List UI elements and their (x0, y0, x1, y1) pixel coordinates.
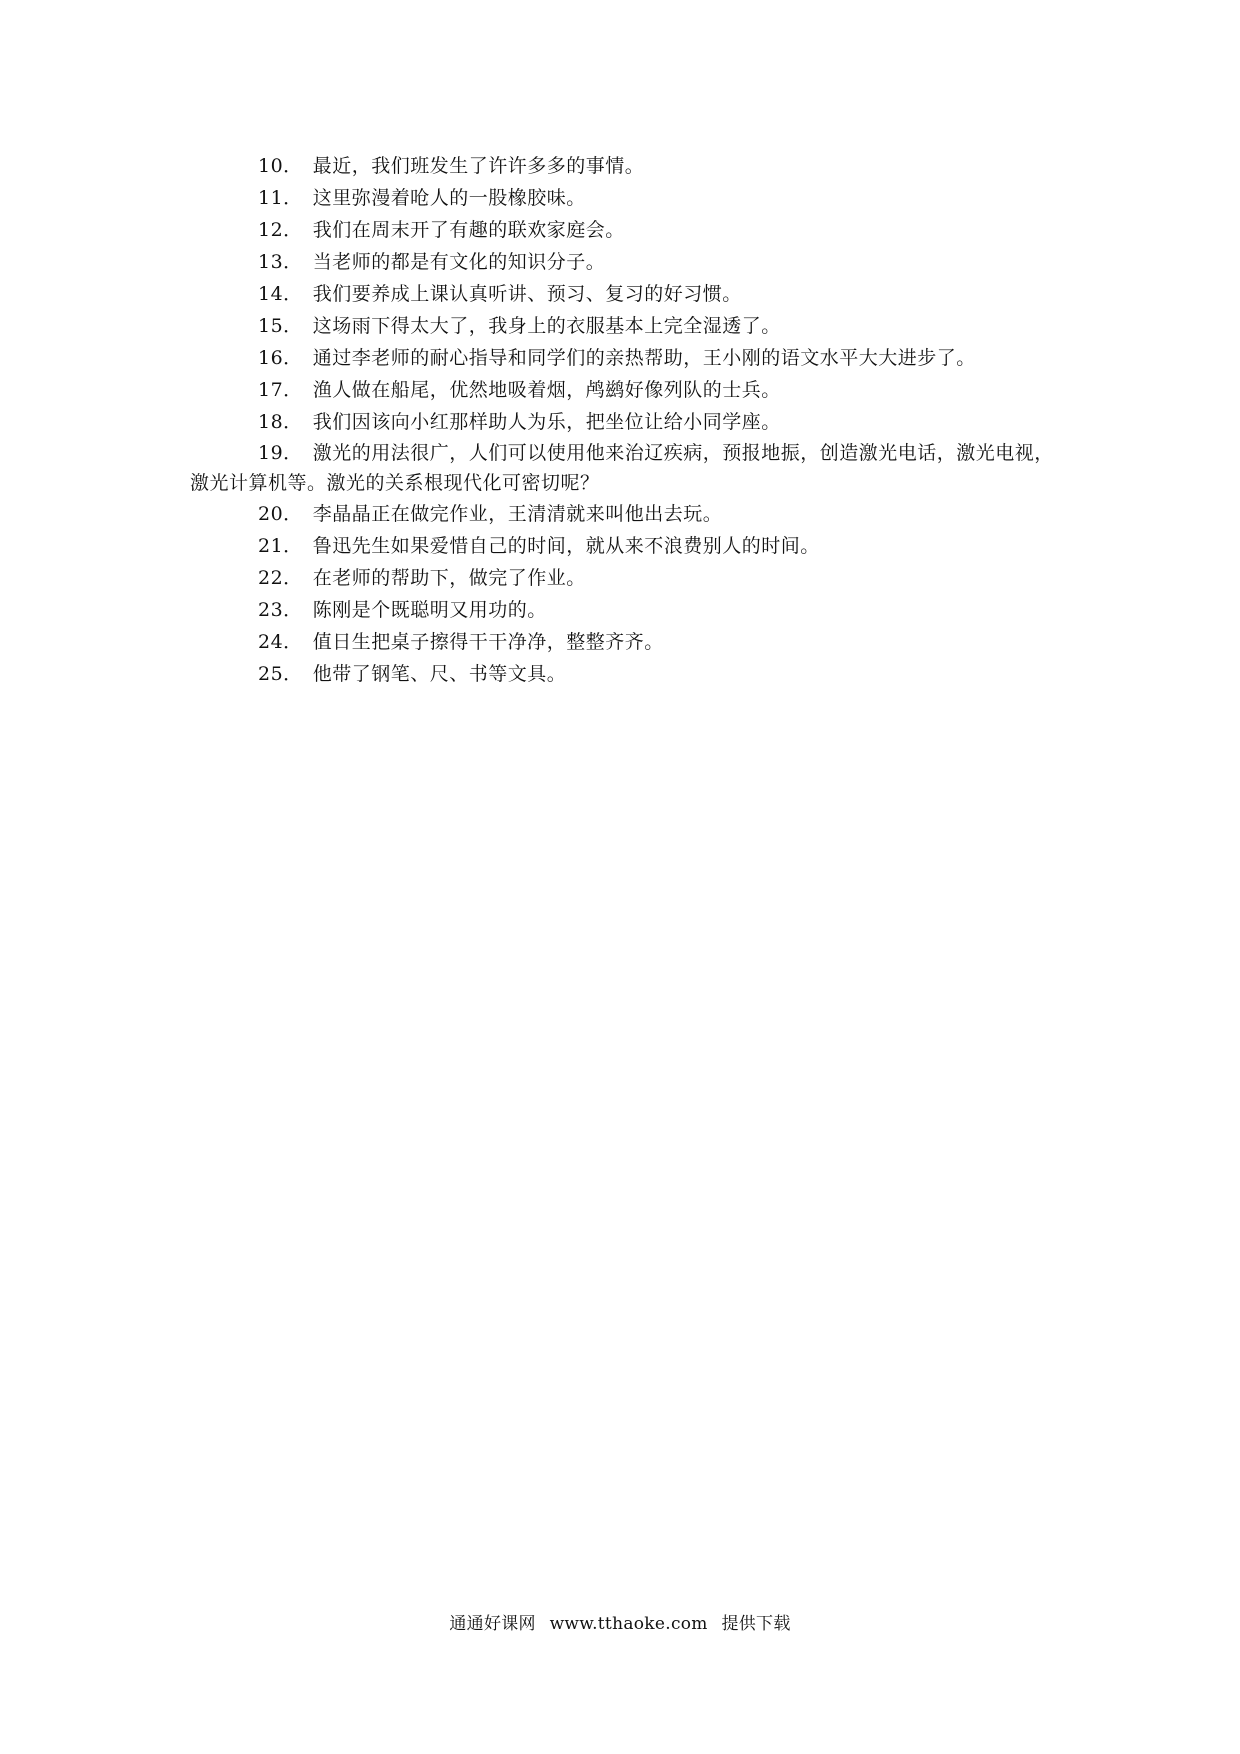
list-item (190, 182, 1070, 214)
item-text: 我们在周末开了有趣的联欢家庭会。 (312, 219, 625, 241)
item-number: 18． (258, 411, 303, 433)
item-number: 13． (258, 251, 303, 273)
item-number: 19． (258, 442, 303, 464)
item-text: 这里弥漫着呛人的一股橡胶味。 (312, 187, 586, 209)
list-item (190, 150, 1070, 182)
list-item (190, 310, 1070, 342)
footer-suffix: 提供下载 (721, 1614, 791, 1634)
item-text: 这场雨下得太大了，我身上的衣服基本上完全湿透了。 (312, 315, 781, 337)
item-number: 11． (258, 187, 303, 209)
item-number: 24． (258, 631, 303, 653)
item-number: 10． (258, 155, 303, 177)
sentence-list (190, 150, 1070, 690)
list-item (190, 498, 1070, 530)
item-text: 我们因该向小红那样助人为乐，把坐位让给小同学座。 (312, 411, 781, 433)
item-number: 12． (258, 219, 303, 241)
item-text: 鲁迅先生如果爱惜自己的时间，就从来不浪费别人的时间。 (312, 535, 820, 557)
item-text: 通过李老师的耐心指导和同学们的亲热帮助，王小刚的语文水平大大进步了。 (312, 347, 976, 369)
item-number: 15． (258, 315, 303, 337)
item-number: 22． (258, 567, 303, 589)
footer-site-name: 通通好课网 (449, 1614, 536, 1634)
footer-url: www.tthaoke.com (549, 1614, 708, 1634)
item-number: 14． (258, 283, 303, 305)
list-item (190, 438, 1070, 498)
list-item (190, 626, 1070, 658)
item-number: 16． (258, 347, 303, 369)
list-item (190, 278, 1070, 310)
list-item (190, 374, 1070, 406)
list-item (190, 342, 1070, 374)
list-item (190, 562, 1070, 594)
item-number: 25． (258, 663, 303, 685)
item-number: 23． (258, 599, 303, 621)
list-item (190, 594, 1070, 626)
list-item (190, 406, 1070, 438)
list-item (190, 530, 1070, 562)
item-text: 陈刚是个既聪明又用功的。 (312, 599, 547, 621)
item-text: 最近，我们班发生了许许多多的事情。 (312, 155, 645, 177)
item-text: 渔人做在船尾，优然地吸着烟，鸬鹚好像列队的士兵。 (312, 379, 781, 401)
page-footer (0, 1613, 1240, 1635)
item-text: 当老师的都是有文化的知识分子。 (312, 251, 606, 273)
item-text: 值日生把桌子擦得干干净净，整整齐齐。 (312, 631, 664, 653)
item-text: 他带了钢笔、尺、书等文具。 (312, 663, 567, 685)
list-item (190, 214, 1070, 246)
item-number: 17． (258, 379, 303, 401)
item-text: 在老师的帮助下，做完了作业。 (312, 567, 586, 589)
item-text: 激光的用法很广，人们可以使用他来治辽疾病，预报地振，创造激光电话，激光电视，激光计算机等。激光的关系根现代化可密切呢？ (190, 442, 1054, 494)
list-item (190, 246, 1070, 278)
item-number: 21． (258, 535, 303, 557)
list-item (190, 658, 1070, 690)
item-text: 李晶晶正在做完作业，王清清就来叫他出去玩。 (312, 503, 723, 525)
item-number: 20． (258, 503, 303, 525)
item-text: 我们要养成上课认真听讲、预习、复习的好习惯。 (312, 283, 742, 305)
